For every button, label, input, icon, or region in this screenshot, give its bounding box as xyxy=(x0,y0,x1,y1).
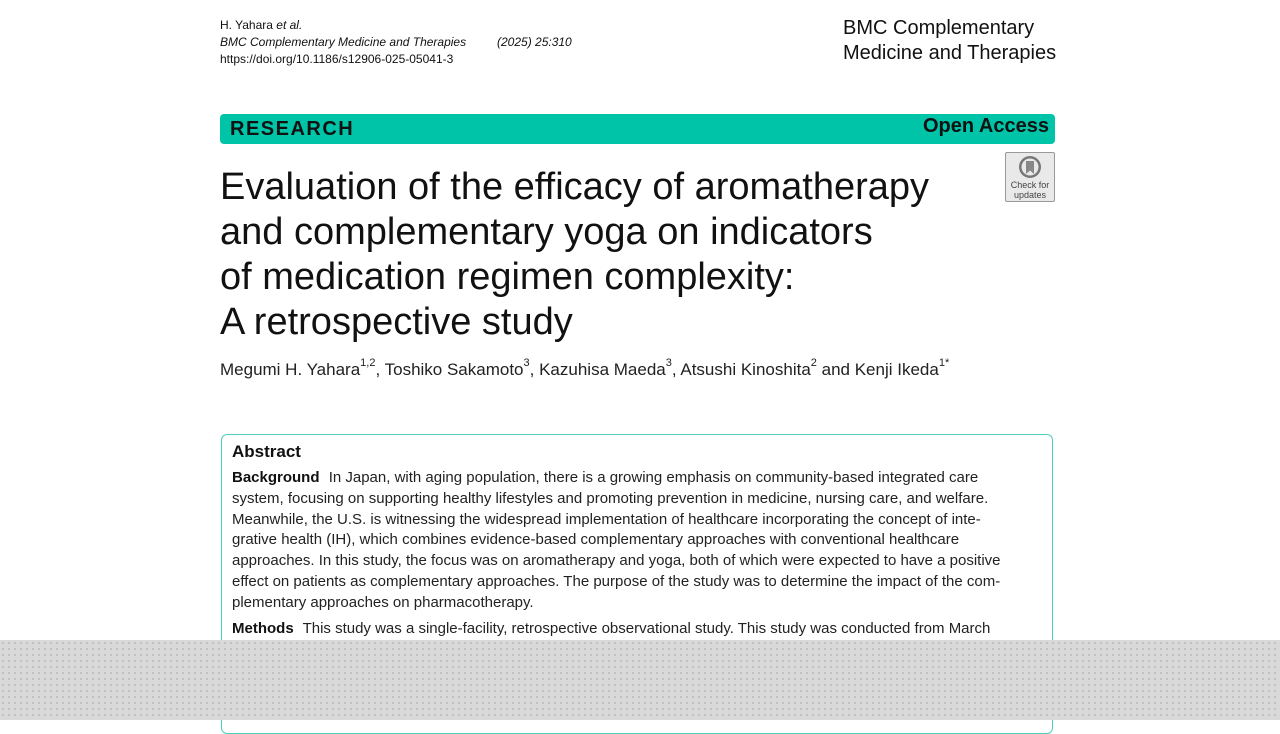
check-for-updates-button[interactable] xyxy=(1005,152,1055,202)
bookmark-check-icon xyxy=(1018,155,1042,179)
author-affiliation[interactable]: 1,2 xyxy=(360,357,376,369)
author-separator: , xyxy=(375,360,385,379)
abstract-text-line: In Japan, with aging population, there is a growing emphasis on community-based integrated care xyxy=(328,469,979,486)
doi-link[interactable]: https://doi.org/10.1186/s12906-025-05041-3 xyxy=(220,52,454,66)
author-affiliation[interactable]: 1* xyxy=(938,357,950,369)
abstract-background xyxy=(232,468,1042,614)
check-updates-line2: updates xyxy=(1013,190,1047,200)
citation-header xyxy=(220,17,600,68)
abstract-text-line: Meanwhile, the U.S. is witnessing the widespread implementation of healthcare incorporating the concept of inte- xyxy=(232,510,981,528)
check-updates-line1: Check for xyxy=(1010,180,1050,190)
methods-label: Methods xyxy=(232,620,294,637)
abstract-text-line: effect on patients as complementary approaches. The purpose of the study was to determine the impact of the com- xyxy=(232,572,1001,590)
journal-logo-line2: Medicine and Therapies xyxy=(843,42,1057,64)
author-separator: , xyxy=(529,360,540,379)
title-line: Evaluation of the efficacy of aromatherapy xyxy=(220,166,930,208)
author-name[interactable]: Megumi H. Yahara xyxy=(220,360,361,379)
article-type-banner xyxy=(220,114,1055,144)
journal-name: BMC Complementary Medicine and Therapies xyxy=(220,35,467,49)
author-separator: , xyxy=(671,360,681,379)
article-type-label: RESEARCH xyxy=(230,118,355,140)
author-name[interactable]: Atsushi Kinoshita xyxy=(680,360,811,379)
abstract-text-line: This study was a single-facility, retrospective observational study. This study was conducted from March xyxy=(302,620,991,637)
author-affiliation[interactable]: 2 xyxy=(810,357,817,369)
author-affiliation[interactable]: 3 xyxy=(523,357,530,369)
bottom-overlay-bar xyxy=(0,640,1280,720)
author-separator: and xyxy=(816,360,855,379)
author-affiliation[interactable]: 3 xyxy=(665,357,672,369)
open-access-label: Open Access xyxy=(923,115,1049,137)
title-line: and complementary yoga on indicators xyxy=(220,211,873,253)
abstract-text-line: approaches. In this study, the focus was on aromatherapy and yoga, both of which were expected to have a positive xyxy=(232,552,1001,570)
title-line: of medication regimen complexity: xyxy=(220,256,795,298)
background-label: Background xyxy=(232,469,320,486)
abstract-text-line: grative health (IH), which combines evidence-based complementary approaches with conventional healthcare xyxy=(232,531,960,549)
author-name[interactable]: Toshiko Sakamoto xyxy=(384,360,524,379)
article-title xyxy=(220,165,990,345)
title-line: A retrospective study xyxy=(220,301,573,343)
journal-logo-line1: BMC Complementary xyxy=(843,17,1035,39)
abstract-text-line: system, focusing on supporting healthy lifestyles and promoting prevention in medicine, nursing care, and welfare. xyxy=(232,489,989,507)
journal-logo xyxy=(843,16,1056,66)
author-short: H. Yahara et al. xyxy=(220,18,303,32)
abstract-text-line: plementary approaches on pharmacotherapy. xyxy=(232,593,534,611)
author-list xyxy=(220,357,950,380)
year-volume: (2025) 25:310 xyxy=(497,35,572,49)
abstract-heading: Abstract xyxy=(232,442,301,461)
author-name[interactable]: Kenji Ikeda xyxy=(854,360,939,379)
author-name[interactable]: Kazuhisa Maeda xyxy=(539,360,666,379)
